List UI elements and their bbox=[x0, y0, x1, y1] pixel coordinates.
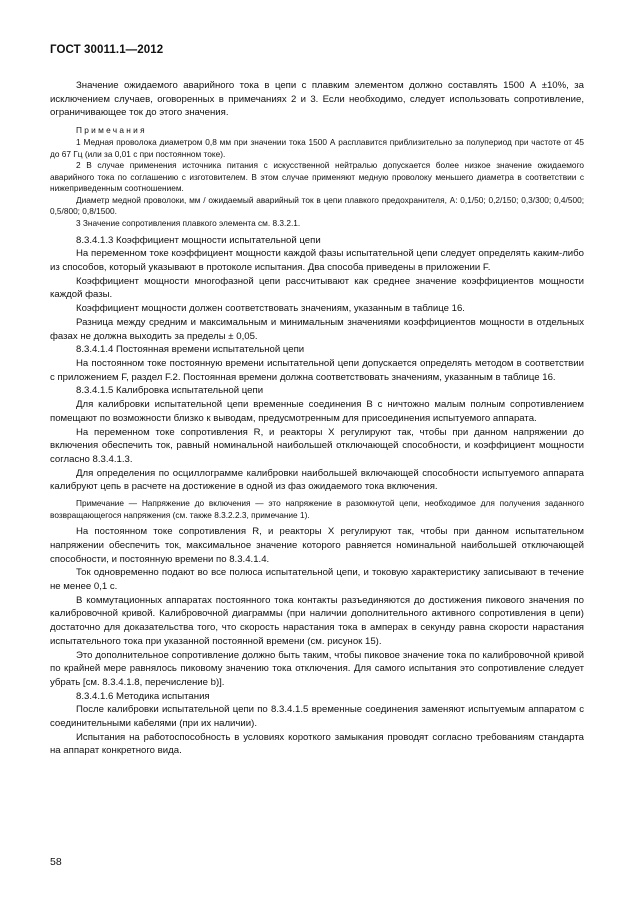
section-heading: 8.3.4.1.4 Постоянная времени испытательной цепи bbox=[76, 344, 305, 356]
paragraph: На переменном токе коэффициент мощности каждой фазы испытательной цепи следует определять каким-либо из способов, который указывают в протоколе испытания. Два способа приведены в приложении F. bbox=[50, 248, 584, 274]
note-2-table: Диаметр медной проволоки, мм / ожидаемый аварийный ток в цепи плавкого предохранителя, А: 0,1/50; 0,2/150; 0,3/300; 0,4/500; 0,5/800; 0,8/1500. bbox=[50, 194, 584, 217]
paragraph: Для определения по осциллограмме калибровки наибольшей включающей способности испытуемого аппарата калибруют цепь в расчете на достижение в одной из фаз ожидаемого тока включения. bbox=[50, 467, 584, 493]
notes-heading: Примечания bbox=[76, 125, 147, 136]
section-heading: 8.3.4.1.5 Калибровка испытательной цепи bbox=[76, 385, 264, 397]
note-1: 1 Медная проволока диаметром 0,8 мм при значении тока 1500 А расплавится приблизительно за полупериод при частоте от 45 до 67 Гц (или за 0,01 с при постоянном токе). bbox=[50, 136, 584, 159]
paragraph: После калибровки испытательной цепи по 8.3.4.1.5 временные соединения заменяют испытуемым аппаратом с соединительными кабелями (при их наличии). bbox=[50, 704, 584, 730]
paragraph: На постоянном токе постоянную времени испытательной цепи допускается определять методом в соответствии с приложением F, раздел F.2. Постоянная времени должна соответствовать значениям, указанным в таблице 16. bbox=[50, 357, 584, 383]
section-heading: 8.3.4.1.6 Методика испытания bbox=[76, 690, 210, 702]
paragraph: Коэффициент мощности многофазной цепи рассчитывают как среднее значение коэффициентов мощности каждой фазы. bbox=[50, 275, 584, 301]
paragraph: Испытания на работоспособность в условиях короткого замыкания проводят согласно требованиям стандарта на аппарат конкретного вида. bbox=[50, 731, 584, 757]
note-3: 3 Значение сопротивления плавкого элемента см. 8.3.2.1. bbox=[76, 218, 301, 229]
paragraph: На постоянном токе сопротивления R, и реакторы X регулируют так, чтобы при данном испытательном напряжении обеспечить ток, максимальное значение которого равняется номинальной наибольшей отключающей способности, и постоянную времени по 8.3.4.1.4. bbox=[50, 526, 584, 565]
page-number: 58 bbox=[50, 856, 62, 868]
paragraph: Для калибровки испытательной цепи временные соединения B с ничтожно малым полным сопротивлением помещают по возможности близко к выводам, предусмотренным для присоединения испытуемого аппарата. bbox=[50, 399, 584, 424]
note-2: 2 В случае применения источника питания с искусственной нейтралью допускается более низкое значение ожидаемого аварийного тока по соглашению с изготовителем. В этом случае применяют медную проволоку меньшего диаметра в соответствии с нижеприведенным соотношением. bbox=[50, 160, 584, 194]
standard-header: ГОСТ 30011.1—2012 bbox=[50, 44, 164, 56]
paragraph: Коэффициент мощности должен соответствовать значениям, указанным в таблице 16. bbox=[76, 303, 465, 315]
note-voltage: Примечание — Напряжение до включения — это напряжение в разомкнутой цепи, необходимое для получения заданного возвращающегося напряжения (см. также 8.3.2.2.3, примечание 1). bbox=[50, 498, 584, 520]
paragraph: Значение ожидаемого аварийного тока в цепи с плавким элементом должно составлять 1500 А ±10%, за исключением случаев, оговоренных в примечаниях 2 и 3. Если необходимо, следует использовать сопротивление, ограничивающее ток до этого значения. bbox=[50, 80, 584, 119]
paragraph: Это дополнительное сопротивление должно быть таким, чтобы пиковое значение тока по калибровочной кривой по крайней мере равнялось пиковому значению тока отключения. Для самого испытания это сопротивление следует убрать [см. 8.3.4.1.8, перечисление b)]. bbox=[50, 649, 584, 688]
paragraph: Ток одновременно подают во все полюса испытательной цепи, и токовую характеристику записывают в течение не менее 0,1 с. bbox=[50, 567, 584, 593]
section-heading: 8.3.4.1.3 Коэффициент мощности испытательной цепи bbox=[76, 234, 321, 246]
document-page bbox=[50, 44, 584, 758]
paragraph: В коммутационных аппаратах постоянного тока контакты разъединяются до достижения пикового значения по калибровочной кривой. Калибровочной диаграммы (при наличии дополнительного активного сопротивления в цепи) достаточно для доказательства того, что скорость нарастания тока в амперах в секунду равна скорости нарастания испытательного тока при указанной постоянной времени (см. рисунок 15). bbox=[50, 594, 584, 647]
paragraph: Разница между средним и максимальным и минимальным значениями коэффициентов мощности в отдельных фазах не должна выходить за пределы ± 0,05. bbox=[50, 316, 584, 342]
paragraph: На переменном токе сопротивления R, и реакторы X регулируют так, чтобы при данном напряжении до включения обеспечить ток, равный номинальной наибольшей отключающей способности, и коэффициент мощности согласно 8.3.4.1.3. bbox=[50, 426, 584, 465]
